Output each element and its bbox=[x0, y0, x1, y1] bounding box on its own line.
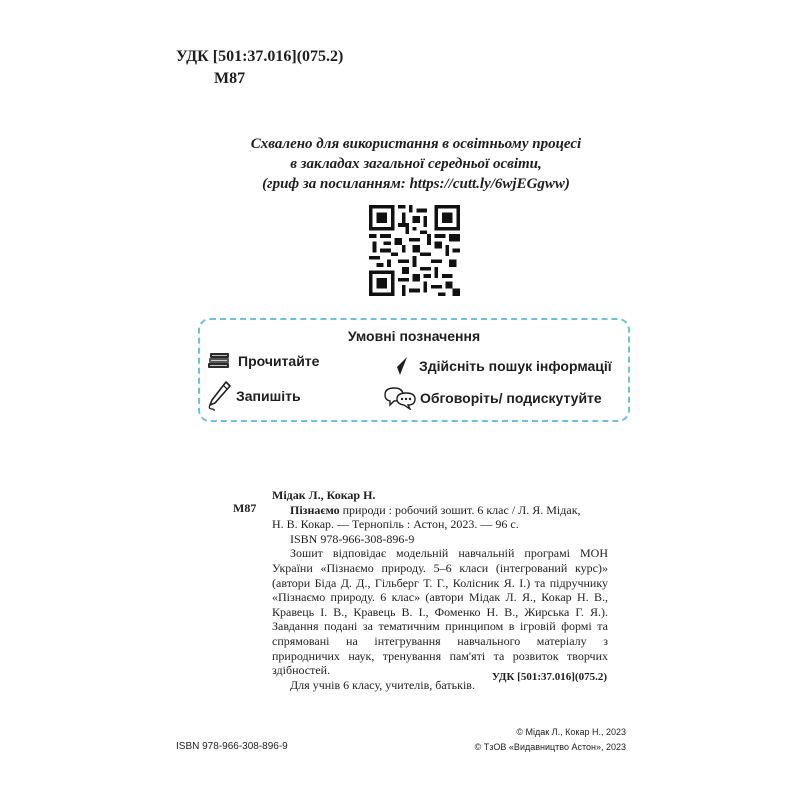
catalog-audience: Для учнів 6 класу, учителів, батьків. bbox=[290, 677, 475, 692]
legend-title: Умовні позначення bbox=[347, 328, 481, 344]
legend-box bbox=[198, 318, 630, 422]
legend-item-write bbox=[206, 380, 301, 412]
legend-label-search: Здійсніть пошук інформації bbox=[419, 358, 612, 374]
legend-item-search bbox=[386, 354, 612, 378]
copyright-authors: © Мідак Л., Кокар Н., 2023 bbox=[516, 727, 626, 737]
copyright-publisher: © ТзОВ «Видавництво Астон», 2023 bbox=[474, 742, 626, 752]
catalog-code: М87 bbox=[233, 501, 257, 515]
author-mark: М87 bbox=[214, 70, 246, 87]
catalog-card bbox=[272, 488, 608, 692]
catalog-udk: УДК [501:37.016](075.2) bbox=[491, 671, 607, 683]
legend-label-read: Прочитайте bbox=[238, 353, 320, 369]
books-icon bbox=[206, 350, 232, 372]
pen-icon bbox=[206, 380, 232, 412]
legend-item-discuss bbox=[382, 386, 602, 410]
speech-bubbles-icon bbox=[382, 386, 418, 410]
footer-isbn: ISBN 978-966-308-896-9 bbox=[176, 741, 288, 752]
cursor-arrow-icon bbox=[386, 354, 410, 378]
approval-statement bbox=[200, 134, 632, 194]
approval-line-1: Схвалено для використання в освітньому процесі bbox=[250, 136, 582, 152]
catalog-title-rest: природи : робочий зошит. 6 клас / Л. Я. Мідак, bbox=[339, 502, 581, 517]
legend-label-discuss: Обговоріть/ подискутуйте bbox=[420, 390, 602, 406]
legend-label-write: Запишіть bbox=[236, 388, 301, 404]
legend-item-read bbox=[206, 350, 319, 372]
catalog-annotation: Зошит відповідає модельній навчальній програмі МОН України «Пізнаємо природу. 5–6 класи (інтегрований курс)» (автори Біда Д. Д., Гільберг Т. Г., Колісник Я. І.) та підручнику «Пізнаємо природу. 6 клас» (автори Мідак Л. Я., Кокар Н. В., Кравець І. В., Кравець В. І., Фоменко Н. В., Жирська Г. Я.). Завдання подані за тематичним принципом в ігровій формі та спрямовані на інтегрування навчального матеріалу з природничих наук, тренування пам'яті та розвиток творчих здібностей. bbox=[272, 546, 608, 678]
copyright-block bbox=[440, 725, 626, 755]
catalog-title bbox=[272, 503, 608, 518]
catalog-title-bold: Пізнаємо bbox=[290, 502, 340, 517]
approval-line-2: в закладах загальної середньої освіти, bbox=[290, 156, 542, 172]
udk-header bbox=[176, 46, 343, 90]
catalog-isbn: ISBN 978-966-308-896-9 bbox=[290, 531, 415, 546]
catalog-authors: Мідак Л., Кокар Н. bbox=[272, 488, 376, 502]
udk-code: УДК [501:37.016](075.2) bbox=[176, 48, 344, 65]
catalog-publication: Н. В. Кокар. — Тернопіль : Астон, 2023. — 96 с. bbox=[272, 517, 519, 532]
approval-line-3: (гриф за посиланням: https://cutt.ly/6wjEGgww) bbox=[262, 176, 570, 192]
qr-code-icon bbox=[369, 205, 460, 296]
